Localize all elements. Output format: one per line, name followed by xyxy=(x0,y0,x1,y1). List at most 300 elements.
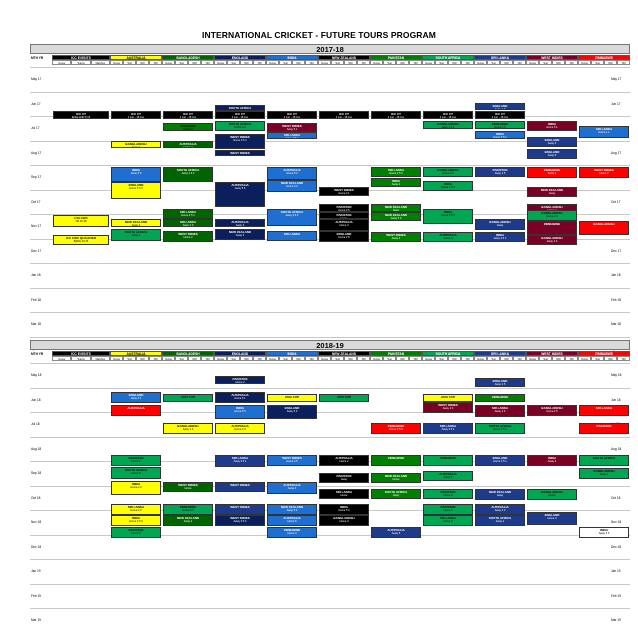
fixture-block xyxy=(215,182,265,207)
fixture-block xyxy=(215,219,265,228)
fixture-values: Home 3 5 1 xyxy=(493,135,507,139)
fixture-title: SRI LANKA xyxy=(231,455,249,460)
column-subheader: ODI xyxy=(188,60,201,65)
fixture-values: Home 2 3 xyxy=(234,428,246,432)
fixture-title: ICC CT xyxy=(443,111,453,116)
fixture-values: BANG 10 34 xyxy=(73,239,89,243)
fixture-values: 2 Jun - 18 Jun xyxy=(335,115,353,119)
column-subheader: Venue xyxy=(162,60,175,65)
fixture-values: Home 3 5 xyxy=(338,209,350,212)
fixture-title: BANGLADESH xyxy=(541,405,563,410)
column-subheader: Test xyxy=(591,356,604,361)
fixture-block xyxy=(527,167,577,178)
fixture-block xyxy=(423,394,473,403)
fixture-title: SRI LANKA xyxy=(491,405,509,410)
fixture-values: Home 3 xyxy=(339,223,349,227)
team-header-new-zealand: NEW ZEALAND xyxy=(318,55,370,60)
month-row-line xyxy=(30,584,630,585)
fixture-block xyxy=(579,468,629,479)
fixture-values: Away 5 xyxy=(547,154,557,158)
fixture-title: ASIA CUP xyxy=(440,394,456,399)
fixture-title: INDIA xyxy=(235,405,245,410)
fixture-title: ENGLAND xyxy=(544,137,560,142)
fixture-block xyxy=(215,405,265,420)
column-subheader: ODI xyxy=(344,356,357,361)
fixture-block xyxy=(163,423,213,434)
column-subheader: Test xyxy=(227,60,240,65)
month-row-line xyxy=(30,388,630,389)
fixture-title: NEW ZEALAND xyxy=(280,180,304,185)
column-subheader: Venue xyxy=(318,60,331,65)
column-subheader: T20 xyxy=(513,356,526,361)
fixture-values: Home 4 3 xyxy=(234,125,246,129)
fixture-block xyxy=(371,455,421,466)
month-label: Mar 19 xyxy=(611,618,621,623)
fixture-values: Away 2 3 xyxy=(442,407,454,411)
fixture-block xyxy=(371,178,421,187)
team-header-india: INDIA xyxy=(266,55,318,60)
fixture-title: SRI LANKA xyxy=(387,168,405,173)
fixture-title: ZIMBABWE xyxy=(387,455,405,460)
fixture-title: WEST INDIES xyxy=(386,233,406,238)
fixture-values: Away 5 xyxy=(391,532,401,536)
team-header-west-indies: WEST INDIES xyxy=(526,351,578,356)
fixture-values: Home 2 xyxy=(339,459,349,463)
fixture-values: Away 5 3 xyxy=(286,508,298,512)
fixture-values: NZ 16 48 xyxy=(75,220,87,224)
fixture-values: Away xyxy=(496,223,504,227)
column-subheader: ODI xyxy=(396,60,409,65)
fixture-values: Home 5 1 xyxy=(234,397,246,401)
fixture-values: 1 Jun - 18 Jun xyxy=(127,115,145,119)
fixture-block xyxy=(579,405,629,416)
column-subheader: T20 xyxy=(253,356,266,361)
fixture-block xyxy=(111,504,161,515)
fixture-values: Home xyxy=(548,494,556,498)
fixture-values: 2 Jun - 18 Jun xyxy=(283,115,301,119)
column-subheader: ODI xyxy=(136,60,149,65)
fixture-title: AUSTRALIA xyxy=(439,233,457,238)
fixture-title: ENGLAND xyxy=(128,393,144,398)
fixture-values: Home 3 xyxy=(443,494,453,498)
fixture-title: BANGLADESH xyxy=(541,490,563,495)
fixture-block xyxy=(527,405,577,416)
fixture-block xyxy=(111,141,161,148)
fixture-block xyxy=(111,527,161,538)
month-label: Feb 19 xyxy=(611,593,621,598)
fixture-title: ENGLAND xyxy=(492,103,508,108)
fixture-values: Away 3 xyxy=(131,223,141,227)
month-label: Jan 18 xyxy=(611,273,621,278)
fixture-title: AUSTRALIA xyxy=(283,168,301,173)
team-header-south-africa: SOUTH AFRICA xyxy=(422,55,474,60)
fixture-values: Away 2 3 xyxy=(494,508,506,512)
fixture-values: ENGLAND 8 15 xyxy=(71,115,91,119)
column-subheader: T20 xyxy=(565,60,578,65)
fixture-block xyxy=(267,504,317,515)
column-subheader: Test xyxy=(331,60,344,65)
fixture-block xyxy=(111,481,161,496)
fixture-block xyxy=(163,123,213,130)
fixture-title: SOUTH AFRICA xyxy=(124,229,148,234)
column-subheader: Test xyxy=(279,60,292,65)
fixture-title: PAKISTAN xyxy=(492,168,508,173)
month-label: Aug 18 xyxy=(611,446,622,451)
month-label: Aug 17 xyxy=(611,150,622,155)
fixture-block xyxy=(527,121,577,131)
fixture-block xyxy=(475,111,525,120)
fixture-block xyxy=(423,489,473,499)
team-header-icc-events: ICC EVENTS xyxy=(52,55,110,60)
month-row-line xyxy=(30,312,630,313)
month-label: Dec 17 xyxy=(611,248,622,253)
fixture-title: WEST INDIES xyxy=(230,504,250,509)
month-label: Aug 18 xyxy=(31,446,42,451)
fixture-title: INDIA xyxy=(131,515,141,520)
fixture-title: WEST INDIES xyxy=(282,455,302,460)
column-subheader: Test xyxy=(487,60,500,65)
team-header-india: INDIA xyxy=(266,351,318,356)
fixture-block xyxy=(53,215,109,227)
fixture-values: Home 3 3 xyxy=(182,508,194,512)
fixture-title: ZIMBABWE xyxy=(283,528,301,533)
fixture-block xyxy=(527,221,577,234)
fixture-title: WEST INDIES xyxy=(230,482,250,487)
month-row-line xyxy=(30,437,630,438)
fixture-title: WEST INDIES xyxy=(334,188,354,193)
fixture-title: ICC CT xyxy=(391,111,401,116)
fixture-title: AUSTRALIA xyxy=(179,141,197,146)
fixture-values: Home 1 1 xyxy=(598,130,610,134)
fixture-title: AUSTRALIA xyxy=(231,183,249,188)
fixture-block xyxy=(163,141,213,148)
fixture-values: 2 Jun - 18 Jun xyxy=(439,115,457,119)
fixture-values: Home 5 3 xyxy=(286,172,298,176)
fixture-block xyxy=(319,231,369,242)
column-subheader: ODI xyxy=(136,356,149,361)
column-subheader: Venue xyxy=(52,356,71,361)
fixture-block xyxy=(319,216,369,231)
fixture-values: Away xyxy=(340,478,348,482)
team-header-bangladesh: BANGLADESH xyxy=(162,55,214,60)
fixture-block xyxy=(423,121,473,130)
fixture-title: SRI LANKA xyxy=(595,126,613,131)
month-label: Jun 17 xyxy=(611,101,621,106)
fixture-block xyxy=(215,134,265,149)
column-subheader: Test xyxy=(331,356,344,361)
fixture-values: Away 3 5 1 xyxy=(285,136,299,140)
column-subheader: ODI xyxy=(292,60,305,65)
team-header-australia: AUSTRALIA xyxy=(110,351,162,356)
fixture-title: INDIA xyxy=(547,455,557,460)
team-header-zimbabwe: ZIMBABWE xyxy=(578,351,630,356)
fixture-title: PAKISTAN xyxy=(336,212,352,217)
team-header-pakistan: PAKISTAN xyxy=(370,351,422,356)
fixture-block xyxy=(267,167,317,179)
fixture-values: Away 3 xyxy=(547,141,557,145)
column-subheader: T20 xyxy=(461,60,474,65)
fixture-block xyxy=(53,111,109,120)
fixture-block xyxy=(371,232,421,242)
column-subheader: ODI xyxy=(344,60,357,65)
fixture-block xyxy=(111,515,161,526)
fixture-values: Home xyxy=(184,486,192,490)
column-subheader: ODI xyxy=(552,60,565,65)
column-subheader: T20 xyxy=(409,356,422,361)
fixture-block xyxy=(215,504,265,515)
fixture-title: SRI LANKA xyxy=(283,232,301,237)
fixture-title: SRI LANKA xyxy=(283,132,301,137)
month-label: Nov 18 xyxy=(611,520,622,525)
fixture-title: WEST INDIES xyxy=(230,515,250,520)
fixture-values: Away 3 xyxy=(443,475,453,479)
column-subheader: Test xyxy=(591,60,604,65)
column-subheader: Test xyxy=(539,60,552,65)
fixture-values: Away 1 3 xyxy=(494,107,506,110)
month-label: May 18 xyxy=(611,373,622,378)
fixture-title: ZIMBABWE xyxy=(179,504,197,509)
fixture-values: Home 2 4 xyxy=(546,215,558,219)
fixture-block xyxy=(215,150,265,156)
fixture-title: ENGLAND xyxy=(128,183,144,188)
fixture-values: Home xyxy=(340,216,348,219)
month-label: Feb 18 xyxy=(31,297,41,302)
column-subheader: T20 xyxy=(305,356,318,361)
fixture-block xyxy=(319,111,369,120)
month-row-line xyxy=(30,337,630,338)
fixture-block xyxy=(423,423,473,434)
team-header-pakistan: PAKISTAN xyxy=(370,55,422,60)
fixture-block xyxy=(579,455,629,466)
fixture-values: Home 2 5 xyxy=(286,459,298,463)
fixture-block xyxy=(423,515,473,526)
fixture-title: AUSTRALIA xyxy=(335,455,353,460)
fixture-block xyxy=(267,482,317,494)
fixture-title: NEW ZEALAND xyxy=(280,504,304,509)
fixture-values: Home 3 5 3 xyxy=(389,428,403,432)
column-subheader: T20 xyxy=(409,60,422,65)
team-header-west-indies: WEST INDIES xyxy=(526,55,578,60)
fixture-title: ICC CT xyxy=(183,111,193,116)
fixture-block xyxy=(267,132,317,139)
column-subheader: Venue xyxy=(526,356,539,361)
fixture-values: Away 5 3 xyxy=(286,409,298,413)
fixture-block xyxy=(163,515,213,526)
fixture-values: Away 2 3 xyxy=(182,428,194,432)
month-row-line xyxy=(30,92,630,93)
month-row-line xyxy=(30,165,630,166)
fixture-block xyxy=(267,209,317,226)
column-subheader: Venue xyxy=(162,356,175,361)
column-subheader: ODI xyxy=(188,356,201,361)
fixture-block xyxy=(267,180,317,192)
fixture-title: INDIA xyxy=(443,210,453,215)
fixture-values: Away 3 xyxy=(235,233,245,237)
fixture-block xyxy=(579,167,629,178)
fixture-values: Home 2 5 3 xyxy=(389,172,403,176)
fixture-values: Away 4 xyxy=(131,233,141,237)
fixture-title: ASIA CUP xyxy=(336,394,352,399)
fixture-block xyxy=(163,209,213,219)
column-subheader: Venue xyxy=(578,60,591,65)
fixture-title: AUSTRALIA xyxy=(283,482,301,487)
column-subheader: Test xyxy=(435,60,448,65)
team-header-icc-events: ICC EVENTS xyxy=(52,351,110,356)
fixture-values: Home 3 xyxy=(183,128,193,131)
fixture-title: SOUTH AFRICA xyxy=(176,168,200,173)
fixture-block xyxy=(215,111,265,120)
fixture-title: SOUTH AFRICA xyxy=(124,468,148,473)
team-header-australia: AUSTRALIA xyxy=(110,55,162,60)
fixture-block xyxy=(267,231,317,241)
fixture-title: SOUTH AFRICA xyxy=(228,105,252,110)
column-subheader: Test xyxy=(227,356,240,361)
column-subheader: Venue xyxy=(318,356,331,361)
fixture-block xyxy=(475,131,525,140)
fixture-block xyxy=(579,423,629,434)
fixture-title: ZIMBABWE xyxy=(387,424,405,429)
fixture-title: ICC CT xyxy=(495,111,505,116)
fixture-values: Home 2 xyxy=(235,381,245,384)
fixture-title: ICC CWC QUALIFIER xyxy=(65,235,97,240)
fixture-block xyxy=(163,231,213,242)
month-label: Sep 18 xyxy=(31,471,42,476)
fixture-values: Home 3 xyxy=(547,517,557,521)
fixture-block xyxy=(267,111,317,120)
fixture-block xyxy=(527,455,577,466)
fixture-title: BANGLADESH xyxy=(541,205,563,210)
fixture-title: PAKISTAN xyxy=(232,377,248,382)
fixture-values: Away xyxy=(548,192,556,196)
fixture-block xyxy=(579,527,629,538)
column-subheader: Venue xyxy=(422,356,435,361)
fixture-block xyxy=(475,455,525,466)
column-subheader: Matches xyxy=(91,60,110,65)
fixture-title: WEST INDIES xyxy=(178,232,198,237)
fixture-values: Away 5 1 xyxy=(130,397,142,401)
fixture-block xyxy=(475,219,525,230)
fixture-title: WEST INDIES xyxy=(282,124,302,129)
fixture-title: SRI LANKA xyxy=(439,424,457,429)
column-subheader: Venue xyxy=(474,60,487,65)
fixture-block xyxy=(319,455,369,466)
month-label: Mar 18 xyxy=(31,322,41,327)
column-subheader: Venue xyxy=(266,60,279,65)
fixture-title: AUSTRALIA xyxy=(231,219,249,224)
fixture-title: PAKISTAN xyxy=(128,455,144,460)
fixture-title: BANGLADESH xyxy=(177,424,199,429)
fixture-title: SOUTH AFRICA xyxy=(280,210,304,215)
fixture-block xyxy=(423,471,473,481)
fixture-block xyxy=(527,149,577,159)
fixture-title: ICC CT xyxy=(131,111,141,116)
fixture-title: PAKISTAN xyxy=(336,474,352,479)
column-subheader: T20 xyxy=(201,356,214,361)
fixture-values: Away 4 xyxy=(287,486,297,490)
fixture-values: Home 5 xyxy=(131,532,141,536)
fixture-values: Away 5 3 xyxy=(598,532,610,536)
team-header-sri-lanka: SRI LANKA xyxy=(474,351,526,356)
fixture-values: Away 2 5 xyxy=(494,382,506,386)
fixture-title: SRI LANKA xyxy=(595,405,613,410)
fixture-title: NEW ZEALAND xyxy=(384,474,408,479)
column-subheader: Venue xyxy=(110,356,123,361)
fixture-values: Home 5 3 xyxy=(338,508,350,512)
fixture-title: BANGLADESH xyxy=(593,469,615,474)
fixture-title: BANGLADESH xyxy=(593,222,615,227)
column-subheader: ODI xyxy=(604,60,617,65)
fixture-block xyxy=(423,232,473,242)
fixture-title: INDIA xyxy=(599,528,609,533)
column-subheader: Venue xyxy=(370,356,383,361)
fixture-values: Away 2 3 xyxy=(182,223,194,227)
fixture-title: SOUTH AFRICA xyxy=(488,515,512,520)
fixture-block xyxy=(215,229,265,240)
fixture-title: BANGLADESH xyxy=(541,235,563,240)
fixture-block xyxy=(371,527,421,538)
month-label: Aug 17 xyxy=(31,150,42,155)
fixture-values: Away 5 3 xyxy=(390,216,402,220)
fixture-block xyxy=(215,515,265,526)
fixture-values: Home 2 3 xyxy=(442,172,454,176)
column-subheader: Venue xyxy=(214,356,227,361)
fixture-title: ASIA CUP xyxy=(284,394,300,399)
month-label: May 17 xyxy=(31,77,42,82)
month-label: May 17 xyxy=(611,77,622,82)
fixture-block xyxy=(475,103,525,110)
month-label: Dec 17 xyxy=(31,248,42,253)
fixture-title: PAKISTAN xyxy=(180,124,196,129)
column-subheader: ODI xyxy=(240,60,253,65)
fixture-values: Home xyxy=(392,478,400,482)
month-row-line xyxy=(30,263,630,264)
fixture-block xyxy=(163,504,213,515)
fixture-title: PAKISTAN xyxy=(440,504,456,509)
month-label: Jan 19 xyxy=(31,569,41,574)
fixture-values: Away xyxy=(496,494,504,498)
fixture-title: INDIA xyxy=(131,168,141,173)
column-subheader: Teams xyxy=(71,60,90,65)
month-label: Mar 18 xyxy=(611,322,621,327)
fixture-values: Home 2 3 xyxy=(130,508,142,512)
fixture-title: BANGLADESH xyxy=(437,168,459,173)
fixture-block xyxy=(579,126,629,138)
column-subheader: T20 xyxy=(149,60,162,65)
column-subheader: Test xyxy=(279,356,292,361)
month-year-header: MTH YR xyxy=(31,352,44,356)
fixture-block xyxy=(111,219,161,228)
fixture-title: ENGLAND xyxy=(544,513,560,518)
column-subheader: Teams xyxy=(71,356,90,361)
month-row-line xyxy=(30,608,630,609)
fixture-title: PAKISTAN xyxy=(440,490,456,495)
fixture-title: AUSTRALIA xyxy=(127,405,145,410)
column-subheader: Test xyxy=(175,60,188,65)
team-header-bangladesh: BANGLADESH xyxy=(162,351,214,356)
fixture-block xyxy=(475,378,525,388)
fixture-block xyxy=(163,111,213,120)
fixture-block xyxy=(475,515,525,526)
fixture-values: Away 2 xyxy=(547,459,557,463)
fixture-block xyxy=(475,121,525,130)
column-subheader: Test xyxy=(487,356,500,361)
fixture-block xyxy=(215,121,265,131)
fixture-block xyxy=(267,527,317,538)
fixture-block xyxy=(475,394,525,403)
fixture-block xyxy=(579,221,629,234)
fixture-block xyxy=(319,515,369,526)
fixture-block xyxy=(371,489,421,499)
